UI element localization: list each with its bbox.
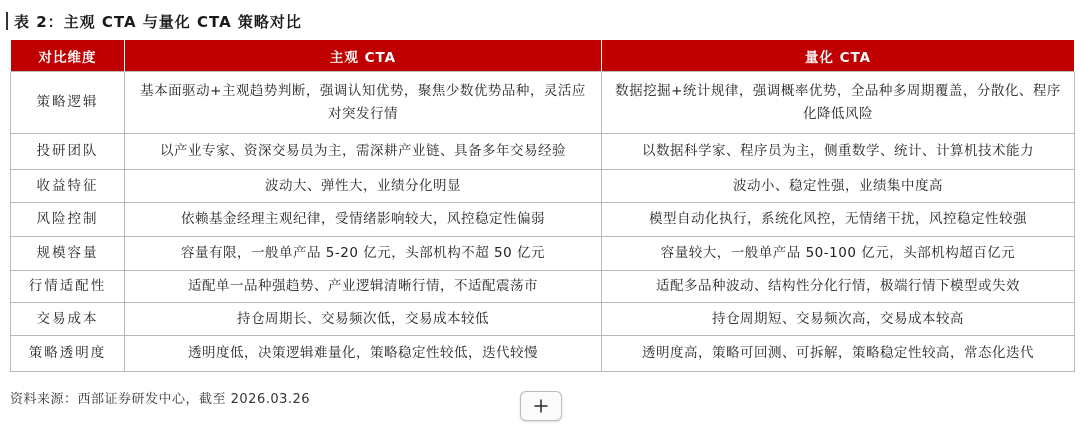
- row-quant-cell: 适配多品种波动、结构性分化行情，极端行情下模型或失效: [602, 271, 1075, 303]
- row-dimension: 策略透明度: [11, 336, 125, 372]
- plus-icon: [533, 398, 549, 414]
- row-subjective-cell: 容量有限，一般单产品 5-20 亿元，头部机构不超 50 亿元: [125, 237, 602, 271]
- table-row: [11, 134, 1075, 170]
- row-quant-cell: 数据挖掘+统计规律，强调概率优势，全品种多周期覆盖，分散化、程序化降低风险: [602, 72, 1075, 134]
- table-row: [11, 203, 1075, 237]
- table-row: [11, 237, 1075, 271]
- table-row: [11, 170, 1075, 203]
- table-row: [11, 72, 1075, 134]
- table-caption: [6, 8, 302, 34]
- row-dimension: 行情适配性: [11, 271, 125, 303]
- row-dimension: 规模容量: [11, 237, 125, 271]
- table-row: [11, 303, 1075, 336]
- caption-text: 表 2：主观 CTA 与量化 CTA 策略对比: [14, 12, 302, 31]
- row-dimension: 风险控制: [11, 203, 125, 237]
- row-dimension: 投研团队: [11, 134, 125, 170]
- row-subjective-cell: 以产业专家、资深交易员为主，需深耕产业链、具备多年交易经验: [125, 134, 602, 170]
- header-subjective-cta: 主观 CTA: [125, 40, 602, 72]
- row-quant-cell: 以数据科学家、程序员为主，侧重数学、统计、计算机技术能力: [602, 134, 1075, 170]
- caption-marker: [6, 12, 8, 30]
- table-header-row: [11, 40, 1075, 72]
- row-subjective-cell: 透明度低，决策逻辑难量化，策略稳定性较低，迭代较慢: [125, 336, 602, 372]
- row-quant-cell: 波动小、稳定性强，业绩集中度高: [602, 170, 1075, 203]
- row-quant-cell: 透明度高，策略可回测、可拆解，策略稳定性较高，常态化迭代: [602, 336, 1075, 372]
- row-quant-cell: 模型自动化执行，系统化风控，无情绪干扰，风控稳定性较强: [602, 203, 1075, 237]
- table-row: [11, 271, 1075, 303]
- comparison-table: [10, 40, 1075, 372]
- row-dimension: 收益特征: [11, 170, 125, 203]
- row-subjective-cell: 持仓周期长、交易频次低，交易成本较低: [125, 303, 602, 336]
- row-dimension: 交易成本: [11, 303, 125, 336]
- row-subjective-cell: 依赖基金经理主观纪律，受情绪影响较大，风控稳定性偏弱: [125, 203, 602, 237]
- row-subjective-cell: 基本面驱动+主观趋势判断，强调认知优势，聚焦少数优势品种，灵活应对突发行情: [125, 72, 602, 134]
- row-dimension: 策略逻辑: [11, 72, 125, 134]
- header-dimension: 对比维度: [11, 40, 125, 72]
- zoom-in-button[interactable]: [520, 391, 562, 421]
- source-note: 资料来源：西部证券研发中心，截至 2026.03.26: [10, 392, 311, 407]
- row-subjective-cell: 适配单一品种强趋势、产业逻辑清晰行情，不适配震荡市: [125, 271, 602, 303]
- row-subjective-cell: 波动大、弹性大，业绩分化明显: [125, 170, 602, 203]
- table-row: [11, 336, 1075, 372]
- row-quant-cell: 容量较大，一般单产品 50-100 亿元，头部机构超百亿元: [602, 237, 1075, 271]
- row-quant-cell: 持仓周期短、交易频次高，交易成本较高: [602, 303, 1075, 336]
- header-quant-cta: 量化 CTA: [602, 40, 1075, 72]
